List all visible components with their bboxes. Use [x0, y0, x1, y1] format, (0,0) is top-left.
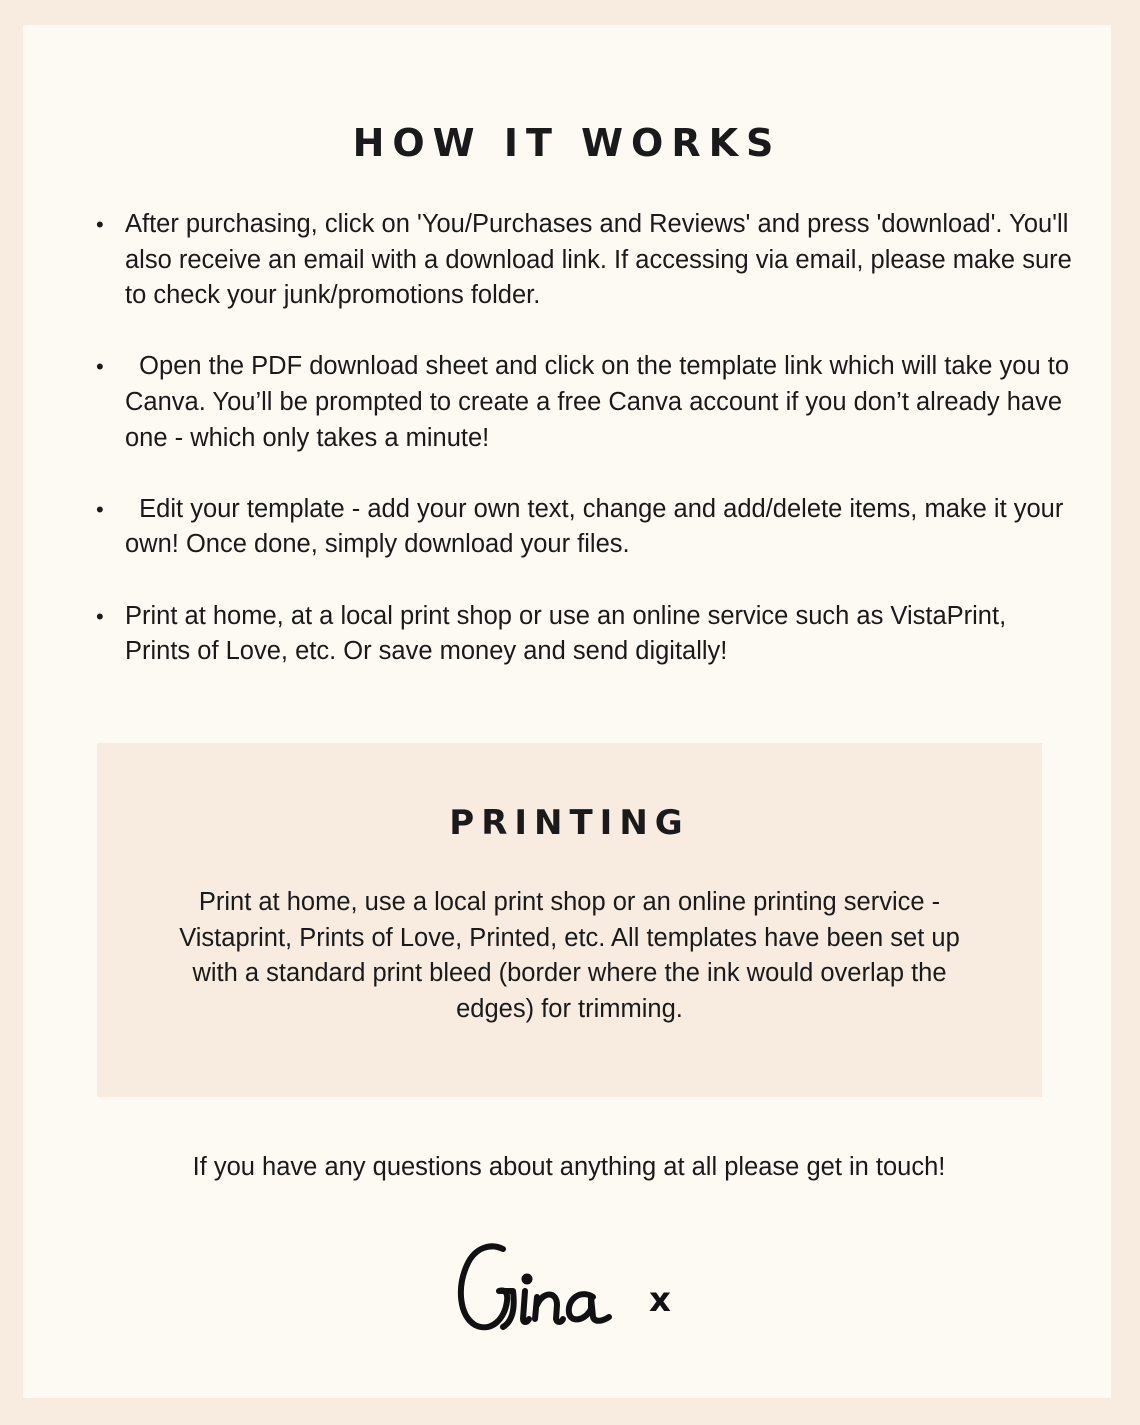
step-item: [96, 207, 1079, 314]
info-card: [23, 25, 1111, 1398]
step-text: Open the PDF download sheet and click on the template link which will take you to Canva. You’ll be prompted to create a free Canva account if you don’t already have one - which only takes a minute!: [125, 352, 1077, 452]
signature-name: [461, 1246, 609, 1327]
signature-suffix: x: [649, 1280, 671, 1320]
step-item: [96, 492, 1075, 563]
printing-text: Print at home, use a local print shop or an online printing service - Vistaprint, Prints of Love, Printed, etc. All templates have been set up with a standard print bleed (border where the ink would overlap the edges) for trimming.: [179, 888, 960, 1023]
printing-section: [97, 743, 1042, 1097]
step-text: After purchasing, click on 'You/Purchases and Reviews' and press 'download'. You'll also receive an email with a download link. If accessing via email, please make sure to check your junk/promotions folder.: [125, 210, 1079, 310]
step-text: Print at home, at a local print shop or use an online service such as VistaPrint, Prints of Love, etc. Or save money and send digitally!: [125, 601, 1014, 666]
bullet-icon: •: [96, 212, 104, 237]
page-title: HOW IT WORKS: [352, 121, 782, 165]
step-text: Edit your template - add your own text, change and add/delete items, make it your own! Once done, simply download your files.: [125, 494, 1071, 559]
bullet-icon: •: [96, 354, 104, 380]
step-item: [96, 349, 1077, 456]
step-item: [96, 599, 1075, 670]
bullet-icon: •: [96, 496, 104, 522]
steps-list: [96, 207, 1079, 705]
bullet-icon: •: [96, 603, 104, 629]
printing-title: PRINTING: [449, 803, 690, 843]
contact-text: If you have any questions about anything at all please get in touch!: [192, 1153, 946, 1181]
signature: [453, 1235, 683, 1335]
